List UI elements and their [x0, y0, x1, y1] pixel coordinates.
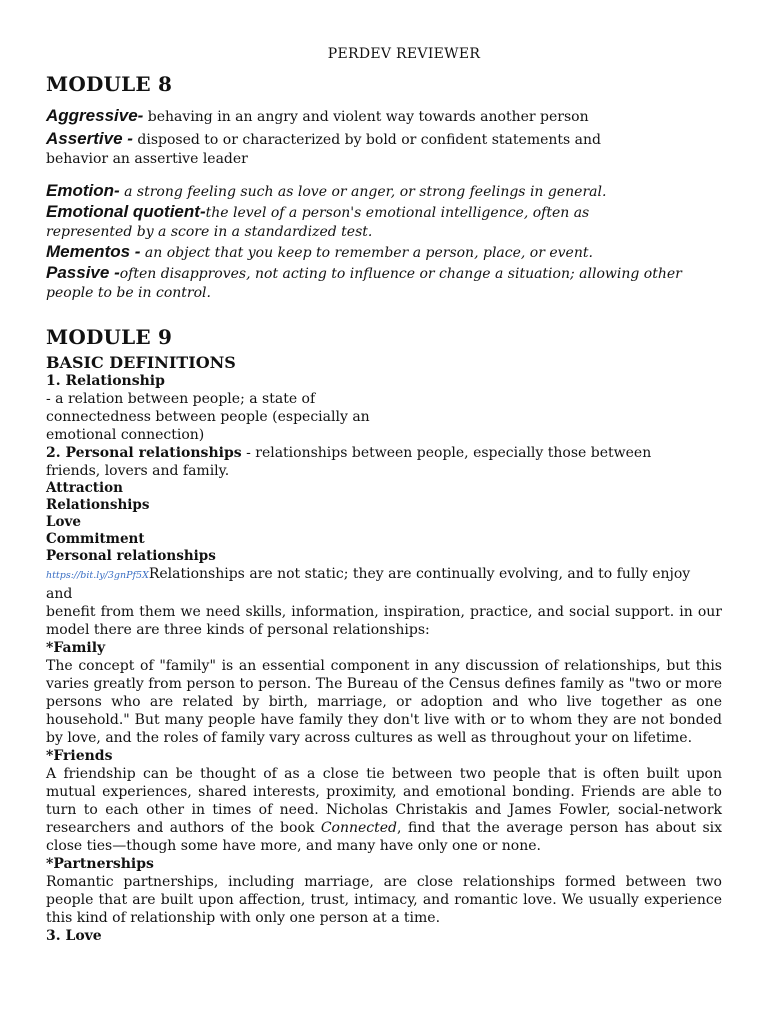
- intro-paragraph: https://bit.ly/3gnPf5XRelationships are not static; they are continually evolving, and to fully enjoy: [46, 566, 691, 582]
- term-definition: often disapproves, not acting to influence or change a situation; allowing other: [119, 266, 682, 282]
- term-definition-continued: represented by a score in a standardized test.: [46, 224, 373, 240]
- module-8-heading: MODULE 8: [46, 72, 173, 96]
- list-item: Commitment: [46, 531, 145, 547]
- source-link[interactable]: https://bit.ly/3gnPf5X: [46, 570, 149, 581]
- term-passive: Passive -often disapproves, not acting to influence or change a situation; allowing other: [46, 263, 682, 282]
- list-item: Attraction: [46, 480, 123, 496]
- term-label: Emotion: [46, 181, 114, 200]
- term-definition: an object that you keep to remember a person, place, or event.: [140, 245, 593, 261]
- term-definition: the level of a person's emotional intelligence, often as: [205, 205, 590, 221]
- term-label: Emotional quotient: [46, 202, 200, 221]
- term-definition-continued: behavior an assertive leader: [46, 151, 248, 167]
- module-9-heading: MODULE 9: [46, 325, 173, 349]
- term-label: Assertive: [46, 129, 123, 148]
- term-aggressive: Aggressive- behaving in an angry and violent way towards another person: [46, 106, 589, 125]
- document-page: [46, 46, 722, 945]
- term-label: Aggressive: [46, 106, 138, 125]
- list-item: Personal relationships: [46, 548, 216, 564]
- intro-paragraph-cont: benefit from them we need skills, information, inspiration, practice, and social support. in our model there are three kinds of personal relationships:: [46, 604, 722, 638]
- friends-heading: *Friends: [46, 748, 113, 764]
- basic-definitions-heading: BASIC DEFINITIONS: [46, 353, 236, 372]
- relationship-heading: 1. Relationship: [46, 373, 165, 389]
- intro-paragraph-cont: and: [46, 586, 73, 602]
- term-mementos: Mementos - an object that you keep to remember a person, place, or event.: [46, 242, 593, 261]
- relationship-def-line: connectedness between people (especially an: [46, 409, 370, 425]
- relationship-def-line: - a relation between people; a state of: [46, 391, 316, 407]
- book-title: Connected: [320, 820, 398, 836]
- term-label: Passive: [46, 263, 110, 282]
- partnerships-paragraph: Romantic partnerships, including marriage, are close relationships formed between two people that are built upon affection, trust, intimacy, and romantic love. We usually experience this kind of relationship with only one person at a time.: [46, 874, 722, 926]
- term-definition: behaving in an angry and violent way towards another person: [143, 109, 589, 125]
- friends-paragraph: A friendship can be thought of as a close tie between two people that is often built upon mutual experiences, shared interests, proximity, and emotional bonding. Friends are able to turn to each other in times of need. Nicholas Christakis and James Fowler, social-network researchers and authors of the book Connected, find that the average person has about six close ties—though some have more, and many have only one or none.: [46, 766, 722, 854]
- family-heading: *Family: [46, 640, 106, 656]
- term-emotion: Emotion- a strong feeling such as love or anger, or strong feelings in general.: [46, 181, 607, 200]
- term-definition: a strong feeling such as love or anger, or strong feelings in general.: [119, 184, 607, 200]
- partnerships-heading: *Partnerships: [46, 856, 154, 872]
- list-item: Relationships: [46, 497, 150, 513]
- document-title: PERDEV REVIEWER: [327, 46, 481, 62]
- family-paragraph: The concept of "family" is an essential component in any discussion of relationships, but this varies greatly from person to person. The Bureau of the Census defines family as "two or more persons who are related by birth, marriage, or adoption and who live together as one household." But many people have family they don't live with or to whom they are not bonded by love, and the roles of family vary across cultures as well as throughout your on lifetime.: [46, 658, 722, 746]
- personal-relationships-definition: 2. Personal relationships - relationships between people, especially those between: [46, 445, 652, 461]
- personal-relationships-heading: 2. Personal relationships: [46, 445, 242, 461]
- relationship-def-line: emotional connection): [46, 427, 205, 443]
- term-assertive: Assertive - disposed to or characterized by bold or confident statements and: [46, 129, 601, 148]
- list-item: Love: [46, 514, 81, 530]
- term-definition-continued: people to be in control.: [46, 285, 211, 301]
- love-heading: 3. Love: [46, 928, 102, 944]
- term-emotional-quotient: Emotional quotient-the level of a person's emotional intelligence, often as: [46, 202, 590, 221]
- personal-relationships-def-continued: friends, lovers and family.: [46, 463, 230, 479]
- term-definition: disposed to or characterized by bold or confident statements and: [132, 132, 601, 148]
- term-label: Mementos: [46, 242, 131, 261]
